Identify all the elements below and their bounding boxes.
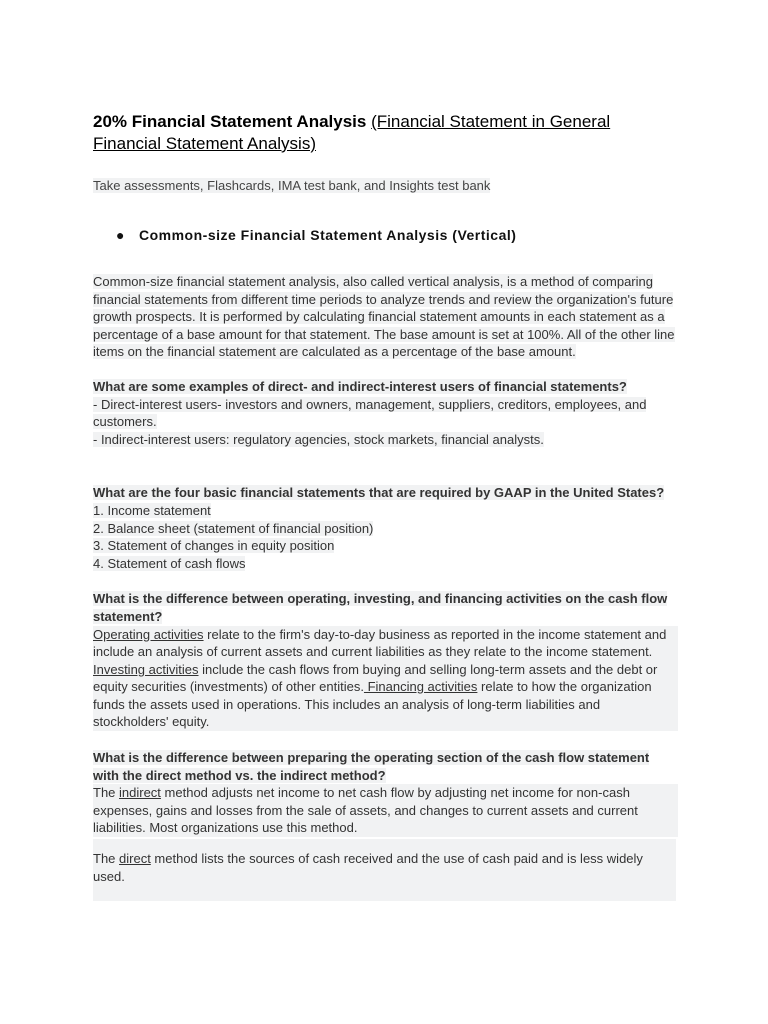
- activities-section: [93, 590, 678, 731]
- title-bold-part: 20% Financial Statement Analysis: [93, 112, 367, 131]
- document-title: [93, 111, 678, 155]
- users-section: [93, 378, 678, 448]
- direct-method-link[interactable]: direct: [119, 851, 151, 867]
- statement-item: 3. Statement of changes in equity position: [93, 538, 335, 554]
- section-heading-text: Common-size Financial Statement Analysis (Vertical): [139, 227, 517, 243]
- statement-item: 2. Balance sheet (statement of financial position): [93, 520, 374, 536]
- operating-activities-link[interactable]: Operating activities: [93, 626, 204, 642]
- statements-section: [93, 484, 678, 572]
- section-heading: [93, 227, 678, 243]
- indirect-method-link[interactable]: indirect: [119, 785, 161, 801]
- indirect-prefix: The: [93, 785, 120, 801]
- methods-section: [93, 749, 678, 901]
- direct-users: - Direct-interest users- investors and owners, management, suppliers, creditors, employees, and customers.: [93, 396, 647, 430]
- statement-item: 4. Statement of cash flows: [93, 555, 246, 571]
- activities-answer: [93, 626, 678, 732]
- indirect-method-text: method adjusts net income to net cash flow by adjusting net income for non-cash expenses, gains and losses from the sale of assets, and changes to current assets and current liabilities. Most organizations use this method.: [93, 785, 638, 836]
- statements-question: What are the four basic financial statements that are required by GAAP in the United States?: [93, 485, 665, 501]
- statement-item: 1. Income statement: [93, 502, 211, 518]
- financing-activities-link[interactable]: Financing activities: [363, 679, 478, 695]
- operating-activities-text: relate to the firm's day-to-day business as reported in the income statement and include an analysis of current assets and current liabilities as they relate to the income statement.: [93, 626, 667, 660]
- subtitle: [93, 177, 678, 194]
- financing-activities-text: relate to how the organization funds the assets used in operations. This includes an analysis of long-term liabilities and stockholders' equity.: [93, 679, 652, 730]
- investing-activities-text: include the cash flows from buying and selling long-term assets and the debt or equity securities (investments) of other entities.: [93, 661, 658, 695]
- direct-method-text: method lists the sources of cash received and the use of cash paid and is less widely used.: [93, 851, 643, 884]
- direct-prefix: The: [93, 851, 120, 867]
- document-page: [93, 111, 678, 901]
- methods-question: What is the difference between preparing the operating section of the cash flow statement with the direct method vs. the indirect method?: [93, 750, 650, 783]
- direct-method-box: [93, 839, 676, 901]
- intro-paragraph-text: Common-size financial statement analysis, also called vertical analysis, is a method of comparing financial statements from different time periods to analyze trends and review the organization's future growth prospects. It is performed by calculating financial statement amounts in each statement as a percentage of a base amount for that statement. The base amount is set at 100%. All of the other line items on the financial statement are calculated as a percentage of the base amount.: [93, 274, 675, 360]
- users-question: What are some examples of direct- and indirect-interest users of financial statements?: [93, 378, 627, 394]
- activities-question: What is the difference between operating, investing, and financing activities on the cash flow statement?: [93, 591, 668, 624]
- subtitle-text: Take assessments, Flashcards, IMA test bank, and Insights test bank: [93, 178, 491, 193]
- indirect-users: - Indirect-interest users: regulatory agencies, stock markets, financial analysts.: [93, 431, 544, 447]
- bullet-icon: ●: [116, 227, 125, 243]
- title-link[interactable]: (Financial Statement in General Financial Statement Analysis): [93, 112, 611, 153]
- indirect-method-paragraph: [93, 784, 678, 837]
- investing-activities-link[interactable]: Investing activities: [93, 661, 199, 677]
- intro-paragraph: [93, 273, 678, 361]
